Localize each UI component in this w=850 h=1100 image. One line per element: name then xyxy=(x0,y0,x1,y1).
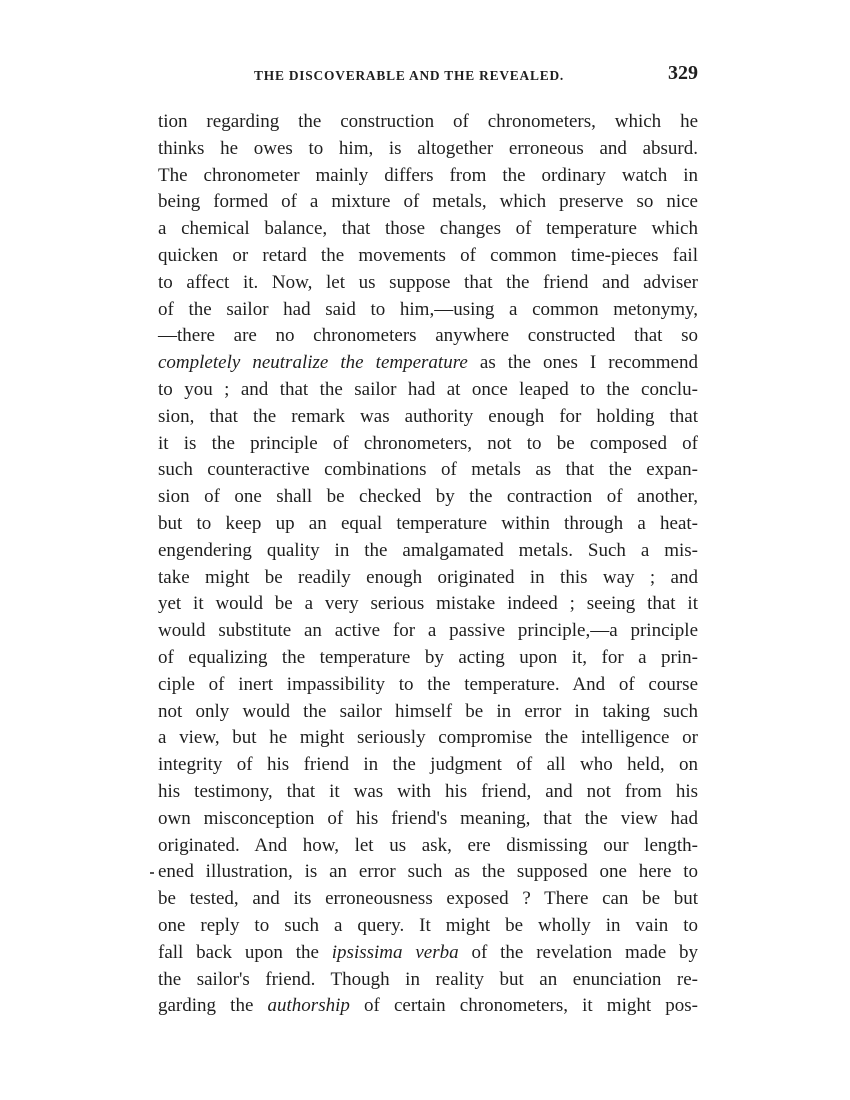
text-segment: be tested, and its erroneousness exposed ? There can be but xyxy=(158,888,698,910)
text-line xyxy=(158,699,698,726)
italic-phrase: ipsissima verba xyxy=(331,941,459,963)
text-line xyxy=(158,216,698,243)
text-segment: a chemical balance, that those changes of temperature which xyxy=(158,218,698,240)
text-segment: The chronometer mainly differs from the ordinary watch in xyxy=(158,164,698,186)
text-line xyxy=(158,618,698,645)
text-line xyxy=(158,806,698,833)
text-segment: it is the principle of chronometers, not to be composed of xyxy=(158,432,698,454)
text-segment: fall back upon the xyxy=(158,941,332,963)
text-line xyxy=(158,940,698,967)
text-line xyxy=(158,913,698,940)
text-segment: own misconception of his friend's meaning, that the view had xyxy=(158,807,698,829)
text-segment: the sailor's friend. Though in reality but an enunciation re- xyxy=(158,968,698,990)
text-segment: ened illustration, is an error such as the supposed one here to xyxy=(158,861,698,883)
text-segment: —there are no chronometers anywhere constructed that so xyxy=(158,325,698,347)
text-segment: his testimony, that it was with his friend, and not from his xyxy=(158,780,698,802)
text-line xyxy=(158,457,698,484)
text-line xyxy=(158,189,698,216)
text-segment: such counteractive combinations of metals as that the expan- xyxy=(158,459,698,481)
text-line xyxy=(158,136,698,163)
text-segment: originated. And how, let us ask, ere dismissing our length- xyxy=(158,834,698,856)
text-segment: integrity of his friend in the judgment of all who held, on xyxy=(158,754,698,776)
running-title: THE DISCOVERABLE AND THE REVEALED. xyxy=(254,68,565,83)
text-segment: not only would the sailor himself be in error in taking such xyxy=(158,700,698,722)
text-segment: to you ; and that the sailor had at once leaped to the conclu- xyxy=(158,378,698,400)
text-segment: a view, but he might seriously compromise the intelligence or xyxy=(158,727,698,749)
text-segment: yet it would be a very serious mistake indeed ; seeing that it xyxy=(158,593,698,615)
text-segment: of certain chronometers, it might pos- xyxy=(349,995,698,1017)
text-line xyxy=(158,350,698,377)
text-line xyxy=(158,833,698,860)
text-line xyxy=(158,993,698,1020)
text-line xyxy=(158,323,698,350)
text-line xyxy=(158,163,698,190)
text-segment: garding the xyxy=(158,995,268,1017)
text-line xyxy=(158,297,698,324)
text-segment: would substitute an active for a passive principle,—a principle xyxy=(158,620,698,642)
text-line xyxy=(158,270,698,297)
italic-phrase: completely neutralize the temperature xyxy=(158,352,468,374)
text-line xyxy=(158,725,698,752)
text-segment: of equalizing the temperature by acting upon it, for a prin- xyxy=(158,646,698,668)
text-segment: take might be readily enough originated in this way ; and xyxy=(158,566,698,588)
text-line xyxy=(158,565,698,592)
text-segment: but to keep up an equal temperature within through a heat- xyxy=(158,512,698,534)
text-line xyxy=(158,779,698,806)
text-line xyxy=(158,404,698,431)
text-line xyxy=(158,752,698,779)
text-line xyxy=(158,645,698,672)
page-number: 329 xyxy=(668,62,698,84)
text-segment: tion regarding the construction of chronometers, which he xyxy=(158,111,698,132)
text-line xyxy=(158,967,698,994)
text-segment: being formed of a mixture of metals, which preserve so nice xyxy=(158,191,698,213)
italic-phrase: authorship xyxy=(267,995,350,1017)
text-line xyxy=(158,511,698,538)
text-line xyxy=(158,377,698,404)
text-segment: one reply to such a query. It might be wholly in vain to xyxy=(158,914,698,936)
running-head xyxy=(158,58,698,90)
text-segment: sion of one shall be checked by the contraction of another, xyxy=(158,486,698,508)
body-text xyxy=(158,109,698,1020)
text-line xyxy=(158,886,698,913)
text-line xyxy=(158,672,698,699)
text-line xyxy=(158,538,698,565)
text-segment: ciple of inert impassibility to the temperature. And of course xyxy=(158,673,698,695)
text-segment: sion, that the remark was authority enough for holding that xyxy=(158,405,698,427)
text-segment: of the sailor had said to him,—using a common metonymy, xyxy=(158,298,698,320)
text-segment: to affect it. Now, let us suppose that the friend and adviser xyxy=(158,271,698,293)
text-line xyxy=(158,859,698,886)
text-line xyxy=(158,591,698,618)
text-segment: engendering quality in the amalgamated metals. Such a mis- xyxy=(158,539,698,561)
text-segment: as the ones I recommend xyxy=(467,352,698,374)
text-segment: thinks he owes to him, is altogether erroneous and absurd. xyxy=(158,137,698,159)
text-segment: quicken or retard the movements of common time-pieces fail xyxy=(158,244,698,266)
text-line xyxy=(158,109,698,136)
margin-mark xyxy=(150,872,154,874)
text-line xyxy=(158,484,698,511)
text-line xyxy=(158,431,698,458)
text-line xyxy=(158,243,698,270)
text-segment: of the revelation made by xyxy=(458,941,698,963)
